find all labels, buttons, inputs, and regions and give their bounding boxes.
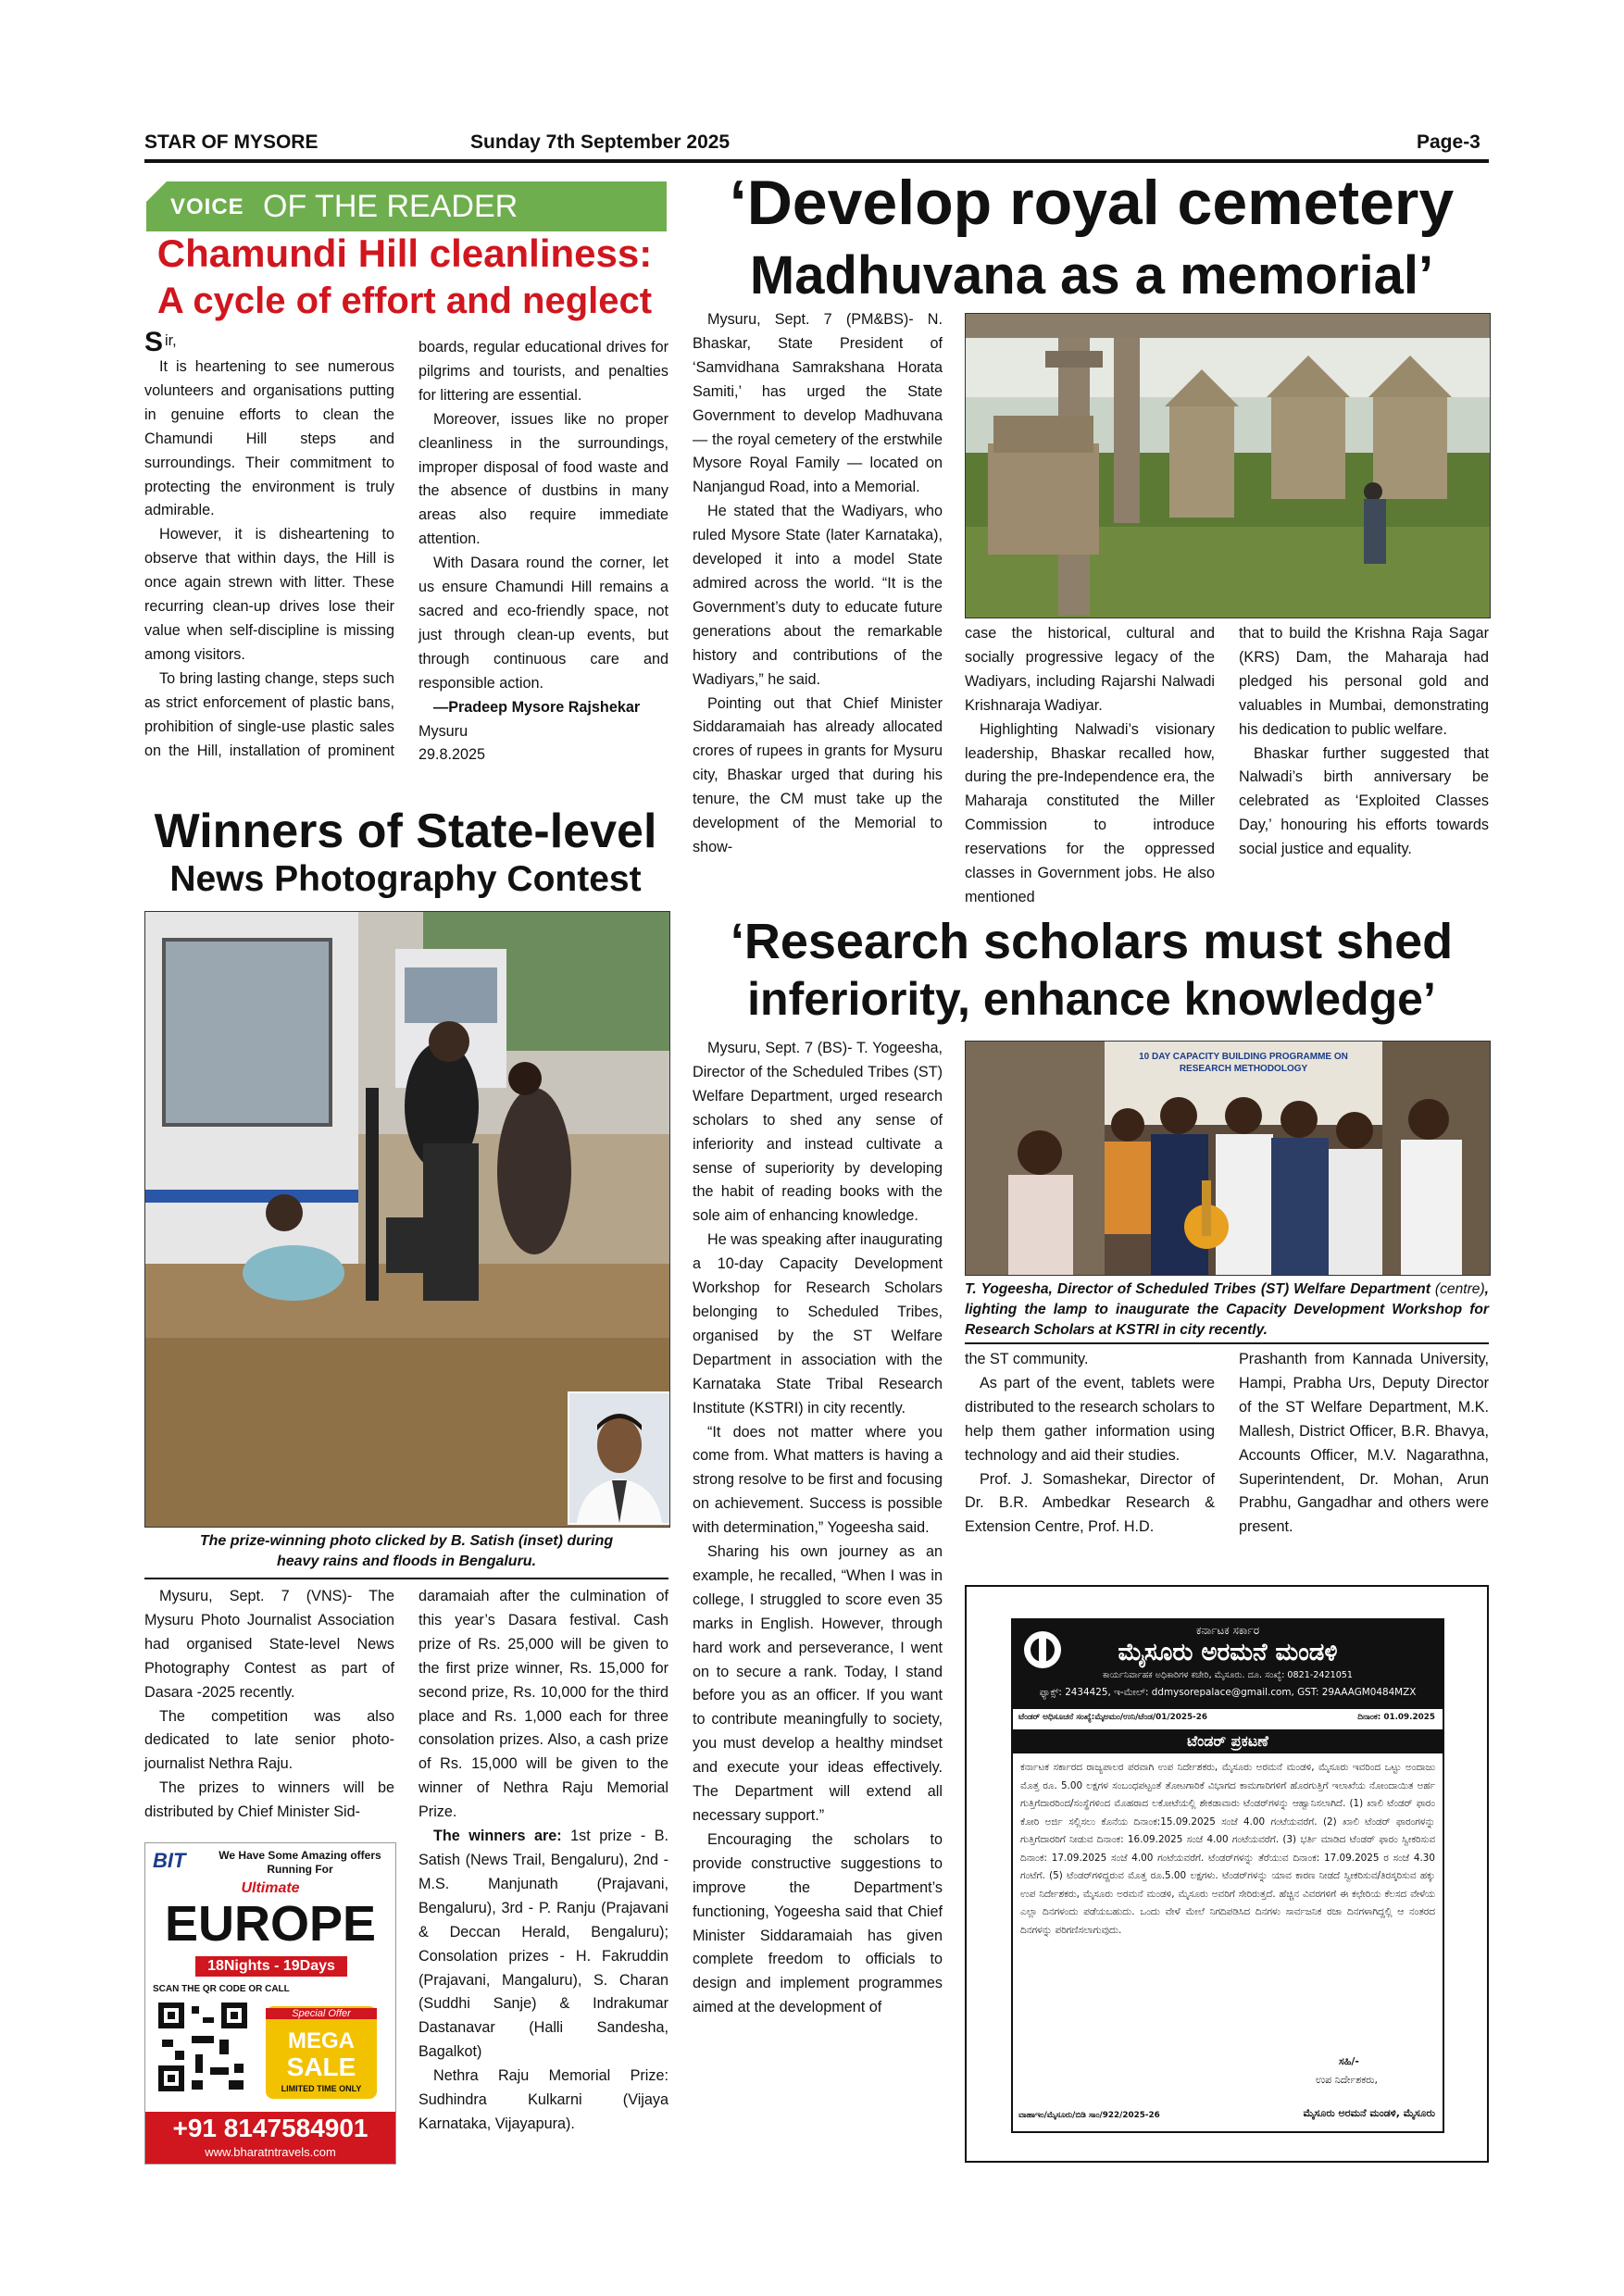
research-headline-1: ‘Research scholars must shed	[730, 914, 1454, 969]
ad-scan-label: SCAN THE QR CODE OR CALL	[153, 1984, 290, 1994]
contest-column-1	[144, 1585, 394, 1825]
qr-code-icon[interactable]	[155, 1999, 251, 2095]
contest-column-2	[418, 1585, 668, 2137]
cemetery-image	[966, 314, 1490, 618]
tender-board: ಮೈಸೂರು ಅರಮನೆ ಮಂಡಳಿ	[1118, 1639, 1338, 1666]
tender-header	[1013, 1620, 1443, 1709]
research-paragraph-cont: the ST community.	[965, 1351, 1089, 1367]
winners-label: The winners are:	[433, 1828, 562, 1845]
lamp-photo-caption	[965, 1279, 1489, 1341]
tender-sign-2: ಉಪ ನಿರ್ದೇಶಕರು,	[1315, 2074, 1378, 2086]
contest-paragraph: Mysuru, Sept. 7 (VNS)- The Mysuru Photo Journalist Association had organised State-level News Photography Contest as part of Dasara -2025 recently.	[144, 1588, 394, 1701]
sale-badge	[266, 2006, 377, 2099]
contest-memorial: Nethra Raju Memorial Prize: Sudhindra Kulkarni (Vijaya Karnataka, Vijayapura).	[418, 2067, 668, 2132]
letter-paragraph: However, it is disheartening to observe that within days, the Hill is once again strewn with litter. These recurring clean-up drives lose their value when self-discipline is missing among visitors.	[144, 526, 394, 663]
letter-column-2	[418, 336, 668, 767]
cemetery-paragraph: Pointing out that Chief Minister Siddaramaiah has already allocated crores of rupees in grants for Mysuru city, Bhaskar urged that during his tenure, the CM must take up the development of the Memorial to show-	[693, 694, 943, 855]
research-column-1	[693, 1037, 943, 2020]
sale-sale: SALE	[286, 2053, 356, 2081]
tender-body: ಕರ್ನಾಟಕ ಸರ್ಕಾರದ ರಾಜ್ಯಪಾಲರ ಪರವಾಗಿ ಉಪ ನಿರ್ದೇಶಕರು, ಮೈಸೂರು ಅರಮನೆ ಮಂಡಳಿ, ಮೈಸೂರು ಇವರಿಂದ ಒಟ್ಟು ಅಂದಾಜು ಮೊತ್ತ ರೂ. 5.00 ಲಕ್ಷಗಳ ಸಂಬಂಧಪಟ್ಟಂತೆ ತೋಟಗಾರಿಕೆ ವಿಭಾಗದ ಕಾಮಗಾರಿಗಳಿಗೆ ಹೊರಗುತ್ತಿಗೆ ಇಲಾಖೆಯ ನೋಂದಾಯಿತ ಅರ್ಹ ಗುತ್ತಿಗೆದಾರರಿಂದ/ಸಂಸ್ಥೆಗಳಿಂದ ಮೊಹರಾದ ಲಕೋಟೆಯಲ್ಲಿ ಶೇಕಡಾವಾರು ಟೆಂಡರ್‌ಗಳನ್ನು ಆಹ್ವಾನಿಸಲಾಗಿದೆ. (1) ಖಾಲಿ ಟೆಂಡರ್ ಫಾರಂ ಕೋರಿ ಅರ್ಜಿ ಸಲ್ಲಿಸಲು ಕೊನೆಯ ದಿನಾಂಕ:15.09.2025 ಸಂಜೆ 4.00 ಗಂಟೆಯವರೆಗೆ. (2) ಖಾಲಿ ಟೆಂಡರ್ ಫಾರಂಗಳನ್ನು ಗುತ್ತಿಗೆದಾರರಿಗೆ ನೀಡುವ ದಿನಾಂಕ: 16.09.2025 ಸಂಜೆ 4.00 ಗಂಟೆಯವರೆಗೆ. (3) ಭರ್ತಿ ಮಾಡಿದ ಟೆಂಡರ್ ಫಾರಂ ಸ್ವೀಕರಿಸುವ ದಿನಾಂಕ: 17.09.2025 ಸಂಜೆ 4.00 ಗಂಟೆಯವರೆಗೆ. ಟೆಂಡರ್‌ಗಳನ್ನು ತೆರೆಯುವ ದಿನಾಂಕ: 17.09.2025 ರ ಸಂಜೆ 4.30 ಗಂಟೆಗೆ. (5) ಟೆಂಡರ್‌ಗಳಿದ್ದರುವ ಮೊತ್ತ ರೂ.5.00 ಲಕ್ಷಗಳು. ಟೆಂಡರ್‌ಗಳನ್ನು ಯಾವ ಕಾರಣ ನೀಡದೆ ಸ್ವೀಕರಿಸುವ/ತಿರಸ್ಕರಿಸುವ ಹಕ್ಕು ಉಪ ನಿರ್ದೇಶಕರು, ಮೈಸೂರು ಅರಮನೆ ಮಂಡಳಿ, ಮೈಸೂರು ಅವರಿಗೆ ಸೇರಿರುತ್ತದೆ. ಹೆಚ್ಚಿನ ವಿವರಗಳಿಗೆ ಈ ಕಛೇರಿಯ ಕೆಲಸದ ವೇಳೆಯ ಎಲ್ಲಾ ದಿನಗಳಂದು ಪಡೆಯಬಹುದು. ಒಂದು ವೇಳೆ ಮೇಲೆ ನಿಗದಿಪಡಿಸಿದ ದಿನಗಳು ಸಾರ್ವಜನಿಕ ರಜಾ ದಿನಗಳಾಗಿದ್ದಲ್ಲಿ ಆ ನಂತರದ ದಿನಗಳನ್ನು ಪರಿಗಣಿಸಲಾಗುವುದು.	[1020, 1762, 1435, 1936]
tender-sign-1: ಸಹಿ/-	[1339, 2055, 1359, 2067]
reader-label: OF THE READER	[263, 189, 518, 224]
tender-ref-date: ದಿನಾಂಕ: 01.09.2025	[1357, 1713, 1435, 1722]
letter-place: Mysuru	[418, 722, 468, 740]
letter-column-1	[144, 327, 394, 764]
sale-special: Special Offer	[266, 2008, 377, 2019]
tender-footer-ref: ವಾಹಾಇಂ/ಮೈಸೂರು/ಬಿಡಿ ಸಾಂ/922/2025-26	[1018, 2111, 1160, 2120]
contest-winners	[418, 1825, 668, 2065]
ad-duration: 18Nights - 19Days	[195, 1956, 347, 1977]
research-paragraph: As part of the event, tablets were distributed to the research scholars to help them gather information using technology and aid their studies.	[965, 1374, 1215, 1464]
portrait-image	[569, 1393, 669, 1523]
letter-paragraph-cont: boards, regular educational drives for pilgrims and tourists, and penalties for littering are essential.	[418, 339, 668, 404]
letter-headline-1: Chamundi Hill cleanliness:	[156, 231, 653, 275]
flood-photo-caption-1: The prize-winning photo clicked by B. Satish (inset) during	[199, 1533, 614, 1549]
contest-headline-1: Winners of State-level	[154, 805, 657, 858]
cemetery-headline-1: ‘Develop royal cemetery	[729, 168, 1455, 238]
caption-rule	[144, 1578, 668, 1579]
cemetery-paragraph-cont: case the historical, cultural and socially progressive legacy of the Wadiyars, including Rajarshi Nalwadi Krishnaraja Wadiyar.	[965, 625, 1215, 714]
research-paragraph: Prof. J. Somashekar, Director of Dr. B.R. Ambedkar Research & Extension Centre, Prof. H.D.	[965, 1470, 1215, 1536]
flood-photo-caption-2: heavy rains and floods in Bengaluru.	[276, 1554, 537, 1569]
contest-paragraph: The prizes to winners will be distributed by Chief Minister Sid-	[144, 1779, 394, 1821]
winners-list: 1st prize - B. Satish (News Trail, Bengaluru), 2nd - M.S. Manjunath (Prajavani, Bengaluru), 3rd - P. Ranju (Prajavani & Deccan Herald, Bengaluru); Consolation prizes - H. Fakruddin (Prajavani, Mangaluru), S. Charan (Suddhi Sanje) & Indrakumar Dastanavar (Halli Sandesha, Bagalkot)	[418, 1828, 668, 2061]
caption-centre: (centre)	[1434, 1281, 1485, 1297]
cemetery-headline-2: Madhuvana as a memorial’	[749, 245, 1434, 306]
header-rule	[144, 159, 1489, 163]
caption-rule-2	[965, 1342, 1489, 1344]
contest-headline-2: News Photography Contest	[169, 859, 642, 899]
tender-address: ಕಾರ್ಯನಿರ್ವಾಹಕ ಅಧಿಕಾರಿಗಳ ಕಚೇರಿ, ಮೈಸೂರು. ದೂ. ಸಂಖ್ಯೆ: 0821-2421051	[1102, 1670, 1354, 1680]
cemetery-paragraph-cont: that to build the Krishna Raja Sagar (KRS) Dam, the Maharaja had pledged his personal gold and valuables in Mumbai, demonstrating his dedication to public welfare.	[1239, 625, 1489, 738]
research-column-3	[1239, 1348, 1489, 1540]
ad-destination: EUROPE	[164, 1896, 377, 1952]
tender-heading: ಟೆಂಡರ್ ಪ್ರಕಟಣೆ	[1013, 1729, 1443, 1753]
sale-mega: MEGA	[288, 2028, 355, 2053]
tender-notice-box	[965, 1585, 1489, 2163]
letter-signature: —Pradeep Mysore Rajshekar	[433, 698, 641, 716]
lamp-lighting-photo	[965, 1041, 1491, 1276]
masthead-date: Sunday 7th September 2025	[470, 131, 731, 153]
research-column-2	[965, 1348, 1215, 1540]
research-headline-2: inferiority, enhance knowledge’	[747, 973, 1436, 1025]
page-number: Page-3	[1417, 131, 1480, 153]
event-banner-text: 10 DAY CAPACITY BUILDING PROGRAMME ON RESEARCH METHODOLOGY	[1139, 1052, 1348, 1074]
research-paragraph: Mysuru, Sept. 7 (BS)- T. Yogeesha, Director of the Scheduled Tribes (ST) Welfare Department, urged research scholars to shed any sense of inferiority and instead cultivate a sense of superiority by developing the habit of reading books with the sole aim of enhancing knowledge.	[693, 1040, 943, 1225]
cemetery-paragraph: Highlighting Nalwadi’s visionary leadership, Bhaskar recalled how, during the pre-Independence era, the Maharaja constituted the Miller Commission to introduce reservations for the oppressed classes in Government jobs. He also mentioned	[965, 720, 1215, 905]
masthead-name: STAR OF MYSORE	[144, 131, 319, 153]
madhuvana-photo	[965, 313, 1491, 618]
tender-contact: ಫ್ಯಾಕ್ಸ್: 2434425, ಇ-ಮೇಲ್: ddmysorepalace@gmail.com, GST: 29AAAGM0484MZX	[1039, 1687, 1417, 1698]
letter-headline-2: A cycle of effort and neglect	[156, 281, 653, 321]
tender-govt: ಕರ್ನಾಟಕ ಸರ್ಕಾರ	[1195, 1624, 1260, 1637]
cemetery-column-2	[965, 622, 1215, 910]
letter-paragraph: To bring lasting change, steps such as strict enforcement of plastic bans, prohibition of single-use plastic sales on the Hill, installation of prominent	[144, 669, 394, 759]
cemetery-paragraph: He stated that the Wadiyars, who ruled Mysore State (later Karnataka), developed it into a model State admired across the world. “It is the Government’s duty to educate future generations about the remarkable history and contributions of the Wadiyars,” he said.	[693, 503, 943, 688]
ad-phone[interactable]: +91 8147584901	[145, 2112, 395, 2145]
caption-name: T. Yogeesha, Director of Scheduled Tribes (ST) Welfare Department	[965, 1281, 1430, 1297]
salutation: ir,	[165, 332, 177, 349]
drop-cap: S	[144, 327, 164, 357]
cemetery-column-3	[1239, 622, 1489, 862]
letter-paragraph: Moreover, issues like no proper cleanliness in the surroundings, improper disposal of food waste and the absence of dustbins in many areas also require immediate attention.	[418, 410, 668, 548]
voice-of-reader-banner	[146, 181, 667, 231]
voice-label: VOICE	[170, 194, 244, 219]
cemetery-column-1	[693, 308, 943, 860]
research-paragraph: Encouraging the scholars to provide constructive suggestions to improve the Department’s functioning, Yogeesha said that Chief Minister Siddaramaiah has given complete freedom to officials to design and implement programmes aimed at the development of	[693, 1830, 943, 2016]
tender-sign-3: ಮೈಸೂರು ಅರಮನೆ ಮಂಡಳಿ, ಮೈಸೂರು	[1303, 2107, 1435, 2119]
event-image	[966, 1042, 1490, 1275]
photographer-inset	[568, 1391, 670, 1525]
cemetery-paragraph: Bhaskar further suggested that Nalwadi’s birth anniversary be celebrated as ‘Exploited Classes Day,’ honouring his efforts towards social justice and equality.	[1239, 744, 1489, 858]
tender-inner	[1011, 1618, 1444, 2133]
contest-paragraph: The competition was also dedicated to late senior photo-journalist Nethra Raju.	[144, 1707, 394, 1773]
letter-date: 29.8.2025	[418, 746, 486, 764]
ad-website[interactable]: www.bharatntravels.com	[145, 2145, 395, 2164]
letter-paragraph: It is heartening to see numerous volunteers and organisations putting in genuine efforts to clean the Chamundi Hill steps and surroundings. Their commitment to protecting the environment is truly admirable.	[144, 358, 394, 519]
ad-brand-logo: BIT	[153, 1849, 186, 1872]
flood-photo	[144, 911, 670, 1528]
corner-triangle-icon	[146, 181, 167, 202]
research-paragraph-cont: Prashanth from Kannada University, Hampi, Prabha Urs, Deputy Director of the ST Welfare Department, M.K. Mallesh, District Officer, B.R. Bhavya, Accounts Officer, M.V. Nagarathna, Superintendent, Dr. Mohan, Arun Prabhu, Gangadhar and others were present.	[1239, 1351, 1489, 1536]
research-paragraph: Sharing his own journey as an example, he recalled, “When I was in college, I struggled to score even 35 marks in English. However, through hard work and perseverance, I went on to secure a rank. Today, I stand before you as an officer. If you want to contribute meaningfully to society, you must develop a healthy mindset and execute your ideas effectively. The Department will extend all necessary support.”	[693, 1543, 943, 1824]
travel-advertisement[interactable]	[144, 1842, 396, 2165]
research-paragraph: “It does not matter where you come from. What matters is having a strong resolve to be first and focusing on achievement. Success is possible with determination,” Yogeesha said.	[693, 1423, 943, 1537]
research-paragraph: He was speaking after inaugurating a 10-day Capacity Development Workshop for Research Scholars belonging to Scheduled Tribes, organised by the ST Welfare Department in association with the Karnataka State Tribal Research Institute (KSTRI) in city recently.	[693, 1231, 943, 1416]
contest-paragraph-cont: daramaiah after the culmination of this year’s Dasara festival. Cash prize of Rs. 25,000 will be given to the first prize winner, Rs. 15,000 for second prize, Rs. 10,000 for the third place and Rs. 1,000 each for three consolation prizes. Also, a cash prize of Rs. 15,000 will be given to the winner of Nethra Raju Memorial Prize.	[418, 1588, 668, 1821]
sale-limited: LIMITED TIME ONLY	[281, 2084, 362, 2093]
tender-ref: ಟೆಂಡರ್ ಅಧಿಸೂಚನೆ ಸಂಖ್ಯೆ:ಮೈಅಮಂ/ಉನಿ/ಟೆಂಡ/01/2025-26	[1018, 1713, 1207, 1722]
caption-rest: , lighting the lamp to inaugurate the Capacity Development Workshop for Research Scholars at KSTRI in city recently.	[965, 1281, 1489, 1338]
letter-paragraph: With Dasara round the corner, let us ensure Chamundi Hill remains a sacred and eco-friendly space, not just through clean-up events, but through continuous care and responsible action.	[418, 555, 668, 692]
cemetery-paragraph: Mysuru, Sept. 7 (PM&BS)- N. Bhaskar, State President of ‘Samvidhana Samrakshana Horata Samiti,’ has urged the State Government to develop Madhuvana — the royal cemetery of the erstwhile Mysore Royal Family — located on Nanjangud Road, into a Memorial.	[693, 311, 943, 496]
ad-ultimate: Ultimate	[241, 1880, 300, 1896]
ad-tagline: We Have Some Amazing offers Running For	[219, 1849, 381, 1876]
